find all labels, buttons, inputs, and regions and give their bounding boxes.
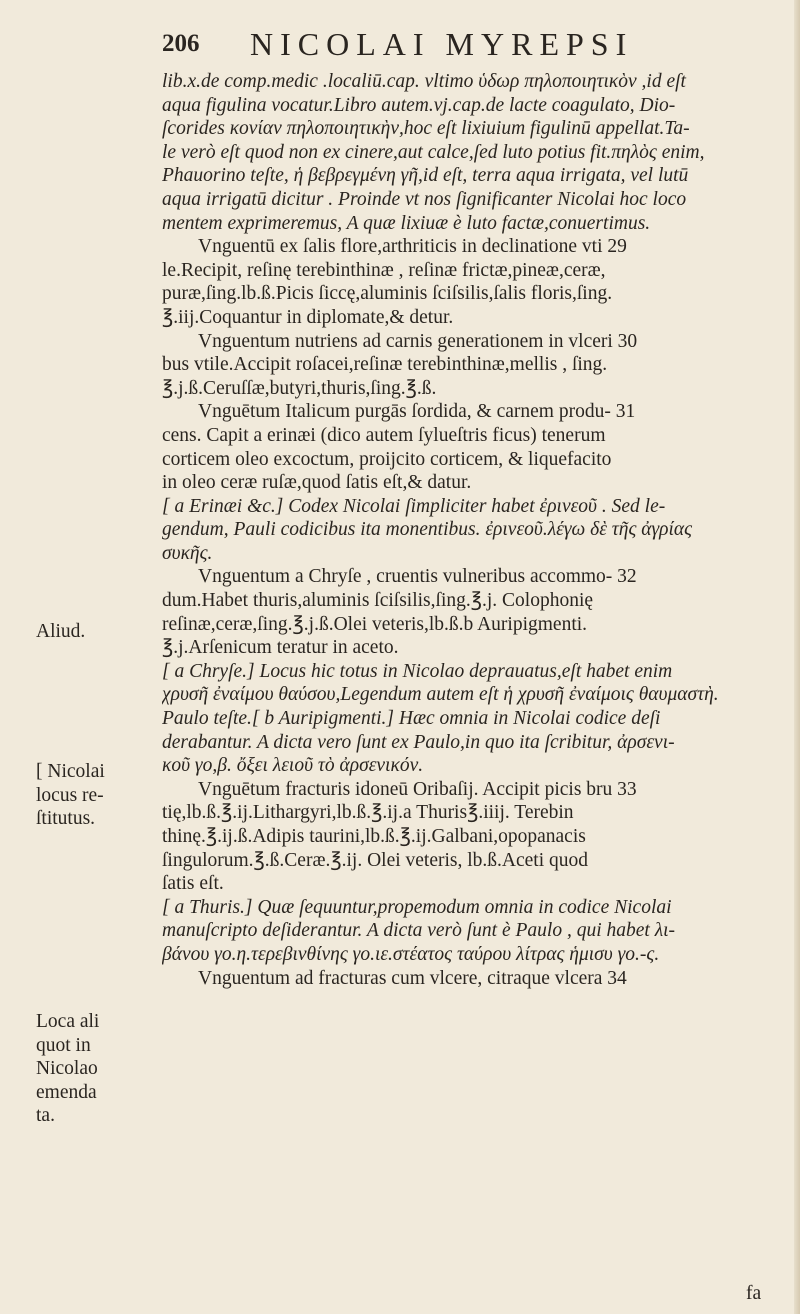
margin-note-nicolai bbox=[36, 760, 156, 831]
text-line: Vnguentum a Chryſe , cruentis vulneribus accommo- 32 bbox=[198, 566, 637, 588]
text-line: βάνου γο.η.τερεβινθίνης γο.ιε.στέατος ταύρου λίτρας ἡμισυ γο.-ς. bbox=[162, 943, 660, 965]
text-line: ſcorides κονίαν πηλοποιητικὴν,hoc eſt lixiuium figulinū appellat.Ta- bbox=[162, 118, 690, 140]
text-line: [ a Thuris.] Quæ ſequuntur,propemodum omnia in codice Nicolai bbox=[162, 896, 672, 918]
margin-note-line: quot in bbox=[36, 1034, 91, 1056]
text-line: derabantur. A dicta vero ſunt ex Paulo,in quo ita ſcribitur, ἀρσενι- bbox=[162, 731, 675, 753]
text-line: reſinæ,ceræ,ſing.℥.j.ß.Olei veteris,lb.ß.b Auripigmenti. bbox=[162, 613, 588, 635]
page-number: 206 bbox=[162, 30, 200, 57]
text-line: lib.x.de comp.medic .localiū.cap. vltimo ὑδωρ πηλοποιητικὸν ,id eſt bbox=[162, 71, 686, 92]
margin-note-line: locus re- bbox=[36, 784, 104, 806]
text-line: ℥.iij.Coquantur in diplomate,& detur. bbox=[162, 306, 454, 328]
text-line: Vnguētum fracturis idoneū Oribaſij. Accipit picis bru 33 bbox=[198, 778, 637, 800]
text-line: συκῆς. bbox=[162, 542, 213, 564]
text-line: dum.Habet thuris,aluminis ſciſsilis,ſing.℥.j. Colophonię bbox=[162, 590, 594, 612]
text-line: ſingulorum.℥.ß.Ceræ.℥.ij. Olei veteris, lb.ß.Aceti quod bbox=[162, 849, 589, 871]
text-line: Vnguētum Italicum purgās ſordida, & carnem produ- 31 bbox=[198, 401, 636, 423]
text-line: tię,lb.ß.℥.ij.Lithargyri,lb.ß.℥.ij.a Thuris℥.iiij. Terebin bbox=[162, 802, 574, 824]
text-line: Vnguentum nutriens ad carnis generationem in vlceri 30 bbox=[198, 330, 638, 352]
text-line: cens. Capit a erinæi (dico autem ſylueſtris ficus) tenerum bbox=[162, 424, 606, 446]
margin-note-loca bbox=[36, 1010, 156, 1128]
text-line: aqua irrigatū dicitur . Proinde vt nos ſignificanter Nicolai hoc loco bbox=[162, 188, 687, 210]
text-line: [ a Chryſe.] Locus hic totus in Nicolao deprauatus,eſt habet enim bbox=[162, 660, 673, 682]
margin-note-aliud bbox=[36, 620, 156, 644]
margin-note-line: ta. bbox=[36, 1105, 55, 1127]
margin-note-line: ſtitutus. bbox=[36, 808, 96, 830]
margin-note-line: emenda bbox=[36, 1081, 97, 1103]
text-line: ſatis eſt. bbox=[162, 873, 224, 895]
text-line: manuſcripto deſiderantur. A dicta verò ſunt è Paulo , qui habet λι- bbox=[162, 920, 676, 942]
text-line: ℥.j.Arſenicum teratur in aceto. bbox=[162, 637, 399, 659]
text-line: Vnguentū ex ſalis flore,arthriticis in declinatione vti 29 bbox=[198, 236, 627, 258]
page-edge bbox=[794, 0, 800, 1314]
text-line: le verò eſt quod non ex cinere,aut calce,ſed luto potius fit.πηλὸς enim, bbox=[162, 141, 705, 163]
margin-note-line: Nicolao bbox=[36, 1058, 98, 1080]
text-line: ℥.j.ß.Ceruſſæ,butyri,thuris,ſing.℥.ß. bbox=[162, 377, 437, 399]
text-line: Vnguentum ad fracturas cum vlcere, citraque vlcera 34 bbox=[198, 967, 627, 989]
text-line: κοῦ γο,β. ὄξει λειοῦ τὸ ἀρσενικόν. bbox=[162, 755, 424, 777]
body-text bbox=[162, 70, 780, 990]
text-line: in oleo ceræ ruſæ,quod ſatis eſt,& datur. bbox=[162, 472, 472, 494]
margin-note-line: [ Nicolai bbox=[36, 761, 105, 782]
running-title: NICOLAI MYREPSI bbox=[250, 26, 634, 62]
text-line: le.Recipit, reſinę terebinthinæ , reſinæ frictæ,pineæ,ceræ, bbox=[162, 259, 606, 281]
text-line: aqua figulina vocatur.Libro autem.vj.cap.de lacte coagulato, Dio- bbox=[162, 94, 676, 116]
text-line: gendum, Pauli codicibus ita monentibus. ἐρινεοῦ.λέγω δὲ τῆς ἀγρίας bbox=[162, 519, 693, 541]
text-line: puræ,ſing.lb.ß.Picis ſiccę,aluminis ſciſsilis,ſalis floris,ſing. bbox=[162, 283, 613, 305]
margin-note-line: Aliud. bbox=[36, 621, 86, 642]
text-line: mentem exprimeremus, A quæ lixiuæ è luto factæ,conuertimus. bbox=[162, 212, 651, 234]
text-line: bus vtile.Accipit roſacei,reſinæ terebinthinæ,mellis , ſing. bbox=[162, 354, 608, 376]
text-line: Paulo teſte.[ b Auripigmenti.] Hæc omnia in Nicolai codice deſi bbox=[162, 708, 661, 730]
text-line: corticem oleo excoctum, proijcito corticem, & liquefacito bbox=[162, 448, 612, 470]
page-header bbox=[162, 26, 782, 70]
catchword: fa bbox=[746, 1283, 762, 1304]
text-line: Phauorino teſte, ἡ βεβρεγμένη γῆ,id eſt, terra aqua irrigata, vel lutū bbox=[162, 165, 689, 187]
text-line: thinę.℥.ij.ß.Adipis taurini,lb.ß.℥.ij.Galbani,opopanacis bbox=[162, 826, 586, 847]
text-line: [ a Erinæi &c.] Codex Nicolai ſimpliciter habet ἐρινεοῦ . Sed le- bbox=[162, 495, 666, 517]
text-line: χρυσῆ ἐναίμου θαύσου,Legendum autem eſt ἡ χρυσῆ ἐναίμοις θαυμαστὴ. bbox=[162, 684, 719, 706]
margin-note-line: Loca ali bbox=[36, 1011, 100, 1032]
